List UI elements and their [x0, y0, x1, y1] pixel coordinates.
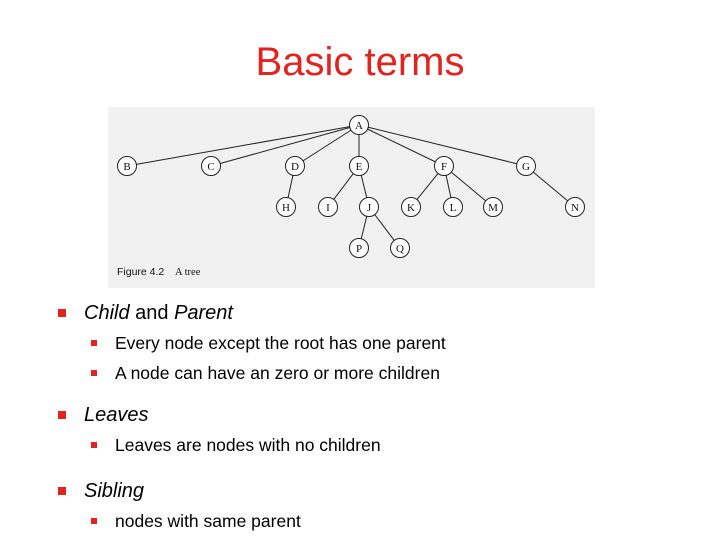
tree-edge-d-h: [288, 175, 293, 197]
tree-node-label: I: [326, 202, 330, 214]
tree-node-label: G: [522, 161, 530, 173]
figure-caption-text: A tree: [175, 267, 201, 278]
tree-edge-j-p: [361, 216, 366, 239]
sub-bullet-text: Every node except the root has one parent: [115, 333, 446, 353]
term-leaves: Leaves: [84, 404, 149, 426]
bullet-marker: [58, 487, 66, 495]
bullet-child-parent: [58, 298, 698, 328]
term-parent: Parent: [174, 302, 233, 324]
tree-node-k: [402, 198, 421, 217]
tree-node-label: H: [282, 202, 290, 214]
sub-bullet-text: Leaves are nodes with no children: [115, 435, 381, 455]
bullet-leaves: [58, 400, 698, 430]
bullet-sibling: [58, 476, 698, 506]
tree-edge-e-i: [334, 174, 354, 200]
tree-node-label: P: [355, 243, 363, 255]
tree-node-label: C: [207, 161, 215, 173]
tree-edge-f-m: [451, 172, 485, 201]
tree-edge-a-f: [368, 129, 436, 162]
tree-node-p: [350, 239, 369, 258]
tree-node-m: [484, 198, 503, 217]
bullet-list: [58, 298, 698, 536]
bullet-marker: [58, 411, 66, 419]
tree-node-label: F: [440, 161, 448, 173]
tree-node-e: [350, 157, 369, 176]
tree-node-f: [435, 157, 454, 176]
tree-node-label: N: [571, 202, 579, 214]
sub-bullet: [58, 430, 698, 460]
tree-node-label: J: [366, 202, 372, 214]
tree-node-label: B: [123, 161, 131, 173]
tree-edge-f-l: [446, 175, 451, 197]
sub-bullet: [58, 506, 698, 536]
tree-node-b: [118, 157, 137, 176]
tree-edge-g-n: [533, 172, 567, 201]
sub-bullet: [58, 328, 698, 358]
sub-bullet-marker: [91, 370, 97, 376]
tree-node-i: [319, 198, 338, 217]
term-child: Child: [84, 302, 130, 324]
figure-caption-number: Figure 4.2: [117, 266, 165, 278]
tree-node-label: M: [488, 202, 498, 214]
sub-bullet: [58, 358, 698, 388]
term-sibling: Sibling: [84, 480, 145, 502]
tree-node-label: D: [291, 161, 299, 173]
tree-node-label: E: [355, 161, 363, 173]
tree-diagram: [108, 107, 595, 288]
tree-edge-e-j: [361, 175, 366, 198]
sub-bullet-marker: [91, 518, 97, 524]
tree-edge-f-k: [417, 173, 438, 199]
term-and: and: [129, 302, 175, 324]
tree-node-label: Q: [396, 243, 404, 255]
tree-node-l: [444, 198, 463, 217]
tree-node-c: [202, 157, 221, 176]
tree-edge-j-q: [375, 215, 395, 241]
bullet-marker: [58, 309, 66, 317]
tree-node-label: K: [407, 202, 415, 214]
tree-node-h: [277, 198, 296, 217]
tree-node-g: [517, 157, 536, 176]
tree-edge-a-c: [220, 128, 350, 164]
tree-node-j: [360, 198, 379, 217]
tree-node-d: [286, 157, 305, 176]
sub-bullet-marker: [91, 340, 97, 346]
tree-figure: [108, 107, 595, 288]
tree-edge-a-b: [136, 127, 349, 165]
tree-node-n: [566, 198, 585, 217]
tree-node-q: [391, 239, 410, 258]
slide-title: Basic terms: [255, 40, 465, 84]
sub-bullet-text: nodes with same parent: [115, 511, 301, 531]
sub-bullet-text: A node can have an zero or more children: [115, 363, 440, 383]
sub-bullet-marker: [91, 442, 97, 448]
tree-node-a: [350, 116, 369, 135]
tree-node-label: A: [355, 120, 363, 132]
tree-edge-a-d: [303, 130, 351, 161]
tree-node-label: L: [449, 202, 457, 214]
